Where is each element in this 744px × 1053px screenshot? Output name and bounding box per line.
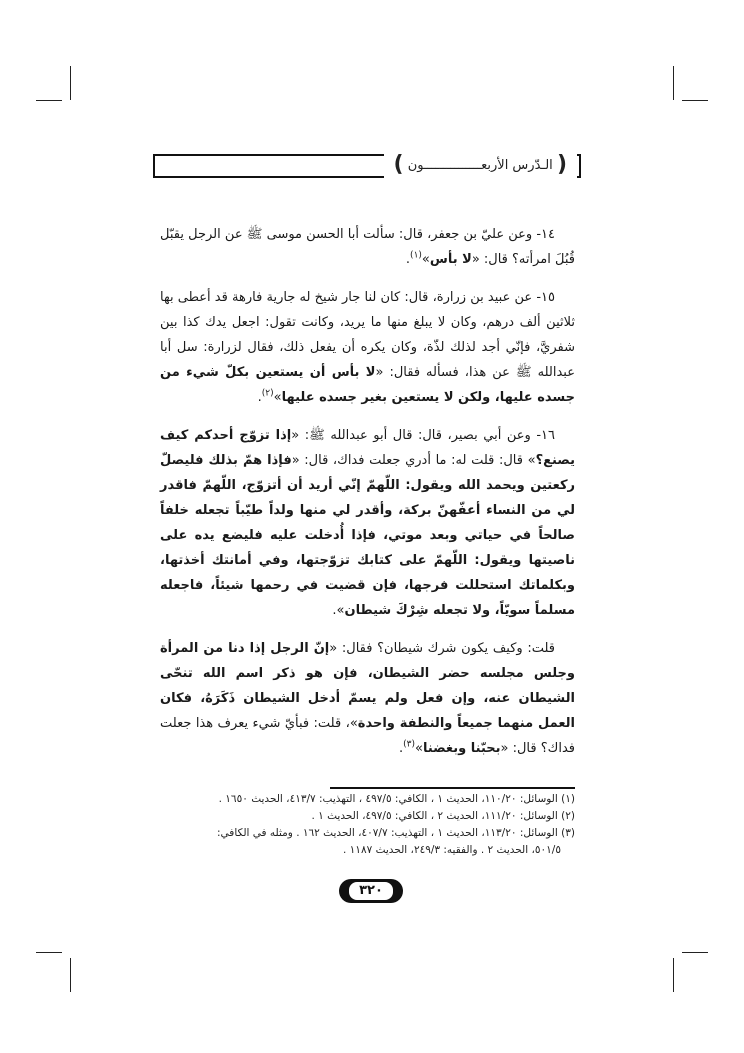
body-text <box>160 222 575 774</box>
lesson-title-text: الـدّرس الأربعـــــــــــــــون <box>407 158 553 173</box>
hadith-16-continued: قلت: وكيف يكون شرك شيطان؟ فقال: «إنّ الرجل إذا دنا من المرأة وجلس مجلسه حضر الشيطان، فإن هو ذكر اسم الله تنحّى الشيطان عنه، وإن فعل ولم يسمّ أدخل الشيطان ذَكَرَهُ، فكان العمل منهما جميعاً والنطفة واحدة»، قلت: فبأيّ شيء يعرف هذا جعلت فداك؟ قال: «بحبّنا وبغضنا»$^{(٣)}$. <box>160 641 575 756</box>
hadith-16: ١٦- وعن أبي بصير، قال: قال أبو عبدالله ﷺ: «إذا تزوّج أحدكم كيف يصنع؟» قال: قلت له: ما أدري جعلت فداك، قال: «فإذا همّ بذلك فليصلّ ركعتين ويحمد الله ويقول: اللّهمّ إنّي أريد أن أتزوّج، اللّهمّ فاقدر لي من النساء أعفّهنّ بركة، وأقدر لي منها ولداً طيّباً تجعله خلفاً صالحاً في حياتي وبعد موتي، فإذا أُدخلت عليه فليضع يده على ناصيتها ويقول: اللّهمّ على كتابك تزوّجتها، وفي أمانتك أخذتها، وبكلماتك استحللت فرجها، فإن قضيت في رحمها شيئاً، فاجعله مسلماً سويّاً، ولا تجعله شِرْكَ شيطان». <box>160 428 575 618</box>
hadith-15: ١٥- عن عبيد بن زرارة، قال: كان لنا جار شيخ له جارية فارهة قد أعطى بها ثلاثين ألف درهم، وكان لا يبلغ منها ما يريد، وكانت تقول: اجعل يدك كذا بين شفريَّ، فإنّي أجد لذلك لذّة، وكان يكره أن يفعل ذلك، فقال لزرارة: سل أبا عبدالله ﷺ عن هذا، فسأله فقال: «لا بأس أن يستعين بكلّ شيء من جسده عليها، ولكن لا يستعين بغير جسده عليها»$^{(٢)}$. <box>160 290 575 405</box>
footnote: (٣) الوسائل: ١١٣/٢٠، الحديث ١ ، التهذيب: ٤٠٧/٧، الحديث ١٦٢ . ومثله في الكافي: <box>217 827 575 839</box>
page-number <box>339 879 403 903</box>
footnote-ref: (٣) <box>403 739 415 750</box>
crop-mark <box>673 958 674 992</box>
crop-mark <box>682 100 708 101</box>
footnote-ref: (٢) <box>261 388 274 399</box>
crop-mark <box>70 66 71 100</box>
quote: إذا تزوّج أحدكم كيف يصنع؟ <box>160 428 575 468</box>
quote: إنّ الرجل إذا دنا من المرأة وجلس مجلسه حضر الشيطان، فإن هو ذكر اسم الله تنحّى الشيطان عنه، وإن فعل ولم يسمّ أدخل الشيطان ذَكَرَهُ، فكان العمل منهما جميعاً والنطفة واحدة <box>160 641 575 731</box>
crop-mark <box>70 958 71 992</box>
crop-mark <box>36 100 62 101</box>
quote: فإذا همّ بذلك فليصلّ ركعتين ويحمد الله ويقول: اللّهمّ إنّي أريد أن أتزوّج، اللّهمّ فاقدر لي من النساء أعفّهنّ بركة، وأقدر لي منها ولداً طيّباً تجعله خلفاً صالحاً في حياتي وبعد موتي، فإذا أُدخلت عليه فليضع يده على ناصيتها ويقول: اللّهمّ على كتابك تزوّجتها، وفي أمانتك أخذتها، وبكلماتك استحللت فرجها، فإن قضيت في رحمها شيئاً، فاجعله مسلماً سويّاً، ولا تجعله شِرْكَ شيطان <box>160 453 575 618</box>
footnote-ref: (١) <box>410 250 422 261</box>
footnotes <box>160 791 575 859</box>
footnote-separator <box>330 787 575 789</box>
quote: لا بأس <box>429 252 472 267</box>
running-header <box>153 154 581 178</box>
quote: لا بأس أن يستعين بكلّ شيء من جسده عليها، ولكن لا يستعين بغير جسده عليها <box>160 365 575 405</box>
hadith-14: ١٤- وعن عليّ بن جعفر، قال: سألت أبا الحسن موسى ﷺ عن الرجل يقبّل قُبُلَ امرأته؟ قال: «لا بأس»$^{(١)}$. <box>160 227 575 267</box>
page-number-text: ٣٢٠ <box>349 882 393 900</box>
footnote: (٢) الوسائل: ١١١/٢٠، الحديث ٢ ، الكافي: ٤٩٧/٥، الحديث ١ . <box>311 810 575 822</box>
crop-mark <box>36 952 62 953</box>
crop-mark <box>682 952 708 953</box>
footnote-continued: ٥٠١/٥، الحديث ٢ . والفقيه: ٢٤٩/٣، الحديث ١١٨٧ . <box>342 844 561 856</box>
quote: بحبّنا وبغضنا <box>422 741 501 756</box>
footnote: (١) الوسائل: ١١٠/٢٠، الحديث ١ ، الكافي: ٤٩٧/٥ ، التهذيب: ٤١٣/٧، الحديث ١٦٥٠ . <box>218 793 575 805</box>
lesson-title: ( الـدّرس الأربعـــــــــــــــون ) <box>384 150 577 180</box>
crop-mark <box>673 66 674 100</box>
